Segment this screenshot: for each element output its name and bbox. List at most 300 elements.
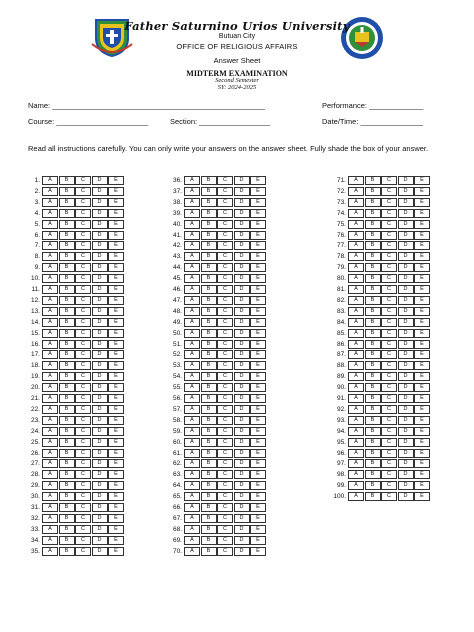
answer-box-b[interactable]: B bbox=[365, 285, 381, 294]
answer-box-e[interactable]: E bbox=[108, 241, 124, 250]
answer-box-b[interactable]: B bbox=[59, 198, 75, 207]
answer-box-b[interactable]: B bbox=[59, 416, 75, 425]
answer-box-a[interactable]: A bbox=[184, 503, 200, 512]
answer-box-d[interactable]: D bbox=[92, 209, 108, 218]
answer-box-d[interactable]: D bbox=[92, 340, 108, 349]
answer-box-b[interactable]: B bbox=[201, 405, 217, 414]
answer-box-b[interactable]: B bbox=[201, 340, 217, 349]
answer-box-b[interactable]: B bbox=[201, 263, 217, 272]
answer-box-c[interactable]: C bbox=[217, 525, 233, 534]
answer-box-d[interactable]: D bbox=[92, 187, 108, 196]
answer-box-b[interactable]: B bbox=[59, 176, 75, 185]
answer-box-a[interactable]: A bbox=[348, 416, 364, 425]
answer-box-a[interactable]: A bbox=[42, 252, 58, 261]
answer-box-c[interactable]: C bbox=[217, 263, 233, 272]
answer-box-d[interactable]: D bbox=[92, 176, 108, 185]
answer-box-d[interactable]: D bbox=[234, 405, 250, 414]
answer-box-d[interactable]: D bbox=[234, 220, 250, 229]
answer-box-d[interactable]: D bbox=[398, 340, 414, 349]
answer-box-e[interactable]: E bbox=[108, 220, 124, 229]
answer-box-e[interactable]: E bbox=[108, 176, 124, 185]
answer-box-e[interactable]: E bbox=[108, 340, 124, 349]
answer-box-b[interactable]: B bbox=[365, 187, 381, 196]
answer-box-b[interactable]: B bbox=[201, 525, 217, 534]
answer-box-c[interactable]: C bbox=[381, 438, 397, 447]
answer-box-e[interactable]: E bbox=[108, 438, 124, 447]
answer-box-e[interactable]: E bbox=[250, 470, 266, 479]
answer-box-d[interactable]: D bbox=[234, 372, 250, 381]
answer-box-d[interactable]: D bbox=[92, 350, 108, 359]
answer-box-e[interactable]: E bbox=[250, 492, 266, 501]
answer-box-c[interactable]: C bbox=[217, 285, 233, 294]
answer-box-e[interactable]: E bbox=[250, 340, 266, 349]
answer-box-d[interactable]: D bbox=[234, 547, 250, 556]
answer-box-b[interactable]: B bbox=[59, 449, 75, 458]
answer-box-e[interactable]: E bbox=[250, 274, 266, 283]
answer-box-b[interactable]: B bbox=[201, 514, 217, 523]
answer-box-b[interactable]: B bbox=[201, 372, 217, 381]
answer-box-b[interactable]: B bbox=[365, 405, 381, 414]
answer-box-d[interactable]: D bbox=[92, 274, 108, 283]
answer-box-e[interactable]: E bbox=[250, 296, 266, 305]
answer-box-b[interactable]: B bbox=[59, 209, 75, 218]
answer-box-a[interactable]: A bbox=[348, 361, 364, 370]
answer-box-a[interactable]: A bbox=[348, 405, 364, 414]
answer-box-d[interactable]: D bbox=[398, 318, 414, 327]
answer-box-d[interactable]: D bbox=[398, 470, 414, 479]
answer-box-d[interactable]: D bbox=[398, 372, 414, 381]
answer-box-b[interactable]: B bbox=[59, 394, 75, 403]
answer-box-c[interactable]: C bbox=[381, 252, 397, 261]
answer-box-d[interactable]: D bbox=[92, 481, 108, 490]
answer-box-b[interactable]: B bbox=[365, 372, 381, 381]
answer-box-c[interactable]: C bbox=[381, 372, 397, 381]
answer-box-d[interactable]: D bbox=[234, 340, 250, 349]
answer-box-b[interactable]: B bbox=[201, 252, 217, 261]
course-field[interactable]: Course: ______________________ bbox=[28, 117, 149, 126]
answer-box-c[interactable]: C bbox=[217, 547, 233, 556]
answer-box-b[interactable]: B bbox=[59, 220, 75, 229]
answer-box-a[interactable]: A bbox=[184, 274, 200, 283]
answer-box-a[interactable]: A bbox=[42, 209, 58, 218]
answer-box-b[interactable]: B bbox=[59, 285, 75, 294]
answer-box-c[interactable]: C bbox=[217, 416, 233, 425]
answer-box-b[interactable]: B bbox=[365, 438, 381, 447]
answer-box-a[interactable]: A bbox=[42, 438, 58, 447]
answer-box-e[interactable]: E bbox=[250, 481, 266, 490]
answer-box-e[interactable]: E bbox=[414, 372, 430, 381]
answer-box-e[interactable]: E bbox=[108, 198, 124, 207]
answer-box-b[interactable]: B bbox=[201, 220, 217, 229]
answer-box-a[interactable]: A bbox=[184, 241, 200, 250]
answer-box-b[interactable]: B bbox=[59, 361, 75, 370]
answer-box-a[interactable]: A bbox=[42, 350, 58, 359]
answer-box-d[interactable]: D bbox=[398, 220, 414, 229]
answer-box-c[interactable]: C bbox=[217, 470, 233, 479]
answer-box-a[interactable]: A bbox=[42, 241, 58, 250]
answer-box-a[interactable]: A bbox=[42, 220, 58, 229]
answer-box-d[interactable]: D bbox=[234, 481, 250, 490]
answer-box-a[interactable]: A bbox=[184, 329, 200, 338]
answer-box-e[interactable]: E bbox=[414, 176, 430, 185]
answer-box-d[interactable]: D bbox=[92, 231, 108, 240]
answer-box-b[interactable]: B bbox=[59, 503, 75, 512]
answer-box-c[interactable]: C bbox=[381, 492, 397, 501]
answer-box-e[interactable]: E bbox=[250, 394, 266, 403]
answer-box-c[interactable]: C bbox=[381, 459, 397, 468]
answer-box-c[interactable]: C bbox=[217, 536, 233, 545]
answer-box-b[interactable]: B bbox=[365, 318, 381, 327]
answer-box-d[interactable]: D bbox=[92, 525, 108, 534]
answer-box-c[interactable]: C bbox=[75, 438, 91, 447]
answer-box-e[interactable]: E bbox=[250, 285, 266, 294]
answer-box-c[interactable]: C bbox=[75, 481, 91, 490]
answer-box-a[interactable]: A bbox=[184, 361, 200, 370]
answer-box-c[interactable]: C bbox=[75, 340, 91, 349]
answer-box-d[interactable]: D bbox=[234, 492, 250, 501]
answer-box-d[interactable]: D bbox=[398, 241, 414, 250]
answer-box-a[interactable]: A bbox=[348, 176, 364, 185]
answer-box-a[interactable]: A bbox=[348, 372, 364, 381]
answer-box-a[interactable]: A bbox=[184, 209, 200, 218]
answer-box-a[interactable]: A bbox=[184, 350, 200, 359]
answer-box-a[interactable]: A bbox=[184, 263, 200, 272]
answer-box-a[interactable]: A bbox=[42, 198, 58, 207]
answer-box-b[interactable]: B bbox=[201, 187, 217, 196]
answer-box-b[interactable]: B bbox=[365, 241, 381, 250]
answer-box-a[interactable]: A bbox=[42, 383, 58, 392]
answer-box-e[interactable]: E bbox=[108, 209, 124, 218]
answer-box-b[interactable]: B bbox=[365, 383, 381, 392]
answer-box-a[interactable]: A bbox=[42, 514, 58, 523]
answer-box-e[interactable]: E bbox=[250, 241, 266, 250]
answer-box-c[interactable]: C bbox=[75, 209, 91, 218]
answer-box-c[interactable]: C bbox=[75, 241, 91, 250]
answer-box-d[interactable]: D bbox=[92, 492, 108, 501]
answer-box-d[interactable]: D bbox=[234, 416, 250, 425]
answer-box-d[interactable]: D bbox=[92, 383, 108, 392]
answer-box-a[interactable]: A bbox=[348, 285, 364, 294]
answer-box-d[interactable]: D bbox=[234, 285, 250, 294]
answer-box-c[interactable]: C bbox=[217, 372, 233, 381]
answer-box-a[interactable]: A bbox=[348, 394, 364, 403]
answer-box-e[interactable]: E bbox=[250, 536, 266, 545]
answer-box-c[interactable]: C bbox=[381, 361, 397, 370]
answer-box-d[interactable]: D bbox=[234, 350, 250, 359]
answer-box-d[interactable]: D bbox=[234, 503, 250, 512]
answer-box-b[interactable]: B bbox=[59, 481, 75, 490]
answer-box-c[interactable]: C bbox=[381, 231, 397, 240]
answer-box-e[interactable]: E bbox=[414, 416, 430, 425]
answer-box-d[interactable]: D bbox=[234, 296, 250, 305]
answer-box-e[interactable]: E bbox=[108, 427, 124, 436]
answer-box-e[interactable]: E bbox=[414, 438, 430, 447]
answer-box-b[interactable]: B bbox=[59, 536, 75, 545]
answer-box-c[interactable]: C bbox=[75, 470, 91, 479]
answer-box-b[interactable]: B bbox=[201, 459, 217, 468]
answer-box-a[interactable]: A bbox=[42, 536, 58, 545]
answer-box-d[interactable]: D bbox=[398, 459, 414, 468]
answer-box-a[interactable]: A bbox=[348, 209, 364, 218]
answer-box-d[interactable]: D bbox=[92, 361, 108, 370]
answer-box-b[interactable]: B bbox=[201, 361, 217, 370]
answer-box-b[interactable]: B bbox=[365, 459, 381, 468]
answer-box-e[interactable]: E bbox=[108, 296, 124, 305]
answer-box-d[interactable]: D bbox=[398, 361, 414, 370]
answer-box-a[interactable]: A bbox=[348, 252, 364, 261]
answer-box-e[interactable]: E bbox=[108, 252, 124, 261]
name-field[interactable]: Name: ___________________________________________________ bbox=[28, 101, 265, 110]
answer-box-b[interactable]: B bbox=[201, 285, 217, 294]
answer-box-a[interactable]: A bbox=[42, 427, 58, 436]
answer-box-b[interactable]: B bbox=[59, 263, 75, 272]
answer-box-e[interactable]: E bbox=[250, 449, 266, 458]
answer-box-c[interactable]: C bbox=[217, 241, 233, 250]
answer-box-d[interactable]: D bbox=[234, 176, 250, 185]
answer-box-d[interactable]: D bbox=[92, 449, 108, 458]
answer-box-c[interactable]: C bbox=[217, 361, 233, 370]
answer-box-b[interactable]: B bbox=[201, 449, 217, 458]
answer-box-c[interactable]: C bbox=[75, 176, 91, 185]
answer-box-c[interactable]: C bbox=[75, 503, 91, 512]
answer-box-c[interactable]: C bbox=[75, 329, 91, 338]
answer-box-c[interactable]: C bbox=[217, 274, 233, 283]
answer-box-a[interactable]: A bbox=[184, 438, 200, 447]
answer-box-b[interactable]: B bbox=[201, 481, 217, 490]
answer-box-b[interactable]: B bbox=[59, 525, 75, 534]
answer-box-a[interactable]: A bbox=[184, 449, 200, 458]
answer-box-b[interactable]: B bbox=[59, 296, 75, 305]
answer-box-a[interactable]: A bbox=[42, 361, 58, 370]
answer-box-d[interactable]: D bbox=[398, 427, 414, 436]
answer-box-a[interactable]: A bbox=[348, 231, 364, 240]
answer-box-a[interactable]: A bbox=[348, 274, 364, 283]
answer-box-a[interactable]: A bbox=[42, 307, 58, 316]
answer-box-e[interactable]: E bbox=[414, 383, 430, 392]
answer-box-b[interactable]: B bbox=[365, 427, 381, 436]
answer-box-e[interactable]: E bbox=[250, 438, 266, 447]
answer-box-a[interactable]: A bbox=[184, 340, 200, 349]
answer-box-b[interactable]: B bbox=[365, 394, 381, 403]
answer-box-c[interactable]: C bbox=[381, 383, 397, 392]
answer-box-a[interactable]: A bbox=[42, 340, 58, 349]
answer-box-a[interactable]: A bbox=[184, 296, 200, 305]
answer-box-d[interactable]: D bbox=[398, 307, 414, 316]
answer-box-e[interactable]: E bbox=[108, 514, 124, 523]
answer-box-b[interactable]: B bbox=[365, 274, 381, 283]
answer-box-b[interactable]: B bbox=[201, 318, 217, 327]
answer-box-e[interactable]: E bbox=[414, 187, 430, 196]
answer-box-d[interactable]: D bbox=[92, 220, 108, 229]
answer-box-a[interactable]: A bbox=[42, 285, 58, 294]
answer-box-e[interactable]: E bbox=[108, 231, 124, 240]
answer-box-a[interactable]: A bbox=[348, 329, 364, 338]
answer-box-a[interactable]: A bbox=[184, 492, 200, 501]
answer-box-c[interactable]: C bbox=[75, 318, 91, 327]
answer-box-e[interactable]: E bbox=[250, 361, 266, 370]
answer-box-a[interactable]: A bbox=[184, 427, 200, 436]
answer-box-d[interactable]: D bbox=[234, 470, 250, 479]
answer-box-a[interactable]: A bbox=[42, 459, 58, 468]
answer-box-e[interactable]: E bbox=[414, 263, 430, 272]
answer-box-b[interactable]: B bbox=[365, 481, 381, 490]
answer-box-d[interactable]: D bbox=[398, 350, 414, 359]
answer-box-d[interactable]: D bbox=[92, 547, 108, 556]
answer-box-e[interactable]: E bbox=[250, 220, 266, 229]
answer-box-d[interactable]: D bbox=[234, 514, 250, 523]
answer-box-b[interactable]: B bbox=[59, 383, 75, 392]
answer-box-c[interactable]: C bbox=[381, 263, 397, 272]
answer-box-d[interactable]: D bbox=[92, 372, 108, 381]
answer-box-e[interactable]: E bbox=[108, 525, 124, 534]
answer-box-c[interactable]: C bbox=[75, 427, 91, 436]
answer-box-a[interactable]: A bbox=[348, 241, 364, 250]
answer-box-e[interactable]: E bbox=[108, 372, 124, 381]
answer-box-c[interactable]: C bbox=[381, 405, 397, 414]
answer-box-c[interactable]: C bbox=[75, 274, 91, 283]
answer-box-d[interactable]: D bbox=[92, 394, 108, 403]
answer-box-c[interactable]: C bbox=[75, 459, 91, 468]
answer-box-c[interactable]: C bbox=[381, 427, 397, 436]
answer-box-d[interactable]: D bbox=[92, 241, 108, 250]
answer-box-c[interactable]: C bbox=[381, 241, 397, 250]
answer-box-a[interactable]: A bbox=[184, 459, 200, 468]
answer-box-c[interactable]: C bbox=[217, 350, 233, 359]
answer-box-b[interactable]: B bbox=[365, 492, 381, 501]
answer-box-d[interactable]: D bbox=[92, 329, 108, 338]
answer-box-e[interactable]: E bbox=[414, 285, 430, 294]
answer-box-b[interactable]: B bbox=[59, 187, 75, 196]
answer-box-d[interactable]: D bbox=[234, 198, 250, 207]
answer-box-d[interactable]: D bbox=[398, 296, 414, 305]
answer-box-e[interactable]: E bbox=[250, 372, 266, 381]
answer-box-c[interactable]: C bbox=[381, 394, 397, 403]
answer-box-c[interactable]: C bbox=[381, 296, 397, 305]
answer-box-b[interactable]: B bbox=[365, 350, 381, 359]
answer-box-a[interactable]: A bbox=[184, 176, 200, 185]
answer-box-a[interactable]: A bbox=[42, 525, 58, 534]
answer-box-d[interactable]: D bbox=[92, 263, 108, 272]
answer-box-a[interactable]: A bbox=[184, 318, 200, 327]
answer-box-b[interactable]: B bbox=[201, 307, 217, 316]
answer-box-d[interactable]: D bbox=[234, 525, 250, 534]
answer-box-d[interactable]: D bbox=[92, 252, 108, 261]
answer-box-d[interactable]: D bbox=[398, 492, 414, 501]
answer-box-a[interactable]: A bbox=[184, 231, 200, 240]
answer-box-e[interactable]: E bbox=[414, 470, 430, 479]
answer-box-d[interactable]: D bbox=[398, 405, 414, 414]
answer-box-a[interactable]: A bbox=[184, 536, 200, 545]
answer-box-a[interactable]: A bbox=[42, 503, 58, 512]
answer-box-a[interactable]: A bbox=[348, 296, 364, 305]
answer-box-c[interactable]: C bbox=[75, 285, 91, 294]
answer-box-b[interactable]: B bbox=[365, 449, 381, 458]
answer-box-d[interactable]: D bbox=[234, 231, 250, 240]
answer-box-e[interactable]: E bbox=[250, 329, 266, 338]
answer-box-c[interactable]: C bbox=[217, 394, 233, 403]
answer-box-e[interactable]: E bbox=[414, 405, 430, 414]
answer-box-b[interactable]: B bbox=[201, 536, 217, 545]
answer-box-c[interactable]: C bbox=[381, 274, 397, 283]
answer-box-e[interactable]: E bbox=[108, 350, 124, 359]
answer-box-a[interactable]: A bbox=[42, 318, 58, 327]
answer-box-b[interactable]: B bbox=[201, 198, 217, 207]
answer-box-a[interactable]: A bbox=[348, 459, 364, 468]
answer-box-e[interactable]: E bbox=[250, 405, 266, 414]
answer-box-a[interactable]: A bbox=[42, 405, 58, 414]
answer-box-b[interactable]: B bbox=[59, 274, 75, 283]
answer-box-e[interactable]: E bbox=[108, 274, 124, 283]
answer-box-e[interactable]: E bbox=[108, 536, 124, 545]
answer-box-d[interactable]: D bbox=[234, 438, 250, 447]
answer-box-c[interactable]: C bbox=[217, 220, 233, 229]
answer-box-e[interactable]: E bbox=[414, 198, 430, 207]
answer-box-c[interactable]: C bbox=[381, 340, 397, 349]
answer-box-b[interactable]: B bbox=[365, 296, 381, 305]
answer-box-a[interactable]: A bbox=[348, 470, 364, 479]
answer-box-d[interactable]: D bbox=[234, 394, 250, 403]
datetime-field[interactable]: Date/Time: _______________ bbox=[322, 117, 424, 126]
answer-box-e[interactable]: E bbox=[250, 427, 266, 436]
answer-box-d[interactable]: D bbox=[92, 514, 108, 523]
answer-box-b[interactable]: B bbox=[365, 209, 381, 218]
answer-box-a[interactable]: A bbox=[184, 252, 200, 261]
answer-box-d[interactable]: D bbox=[398, 416, 414, 425]
answer-box-c[interactable]: C bbox=[75, 187, 91, 196]
answer-box-c[interactable]: C bbox=[75, 231, 91, 240]
answer-box-a[interactable]: A bbox=[348, 427, 364, 436]
answer-box-e[interactable]: E bbox=[250, 252, 266, 261]
answer-box-a[interactable]: A bbox=[184, 514, 200, 523]
answer-box-e[interactable]: E bbox=[108, 187, 124, 196]
answer-box-c[interactable]: C bbox=[217, 449, 233, 458]
answer-box-d[interactable]: D bbox=[234, 263, 250, 272]
answer-box-e[interactable]: E bbox=[108, 394, 124, 403]
answer-box-e[interactable]: E bbox=[414, 241, 430, 250]
answer-box-a[interactable]: A bbox=[42, 372, 58, 381]
answer-box-a[interactable]: A bbox=[348, 350, 364, 359]
answer-box-a[interactable]: A bbox=[42, 263, 58, 272]
answer-box-c[interactable]: C bbox=[381, 209, 397, 218]
answer-box-e[interactable]: E bbox=[108, 307, 124, 316]
answer-box-d[interactable]: D bbox=[92, 427, 108, 436]
answer-box-a[interactable]: A bbox=[184, 383, 200, 392]
answer-box-c[interactable]: C bbox=[75, 405, 91, 414]
answer-box-b[interactable]: B bbox=[365, 340, 381, 349]
answer-box-a[interactable]: A bbox=[184, 481, 200, 490]
answer-box-c[interactable]: C bbox=[381, 449, 397, 458]
answer-box-a[interactable]: A bbox=[348, 198, 364, 207]
answer-box-d[interactable]: D bbox=[398, 263, 414, 272]
answer-box-c[interactable]: C bbox=[217, 296, 233, 305]
answer-box-c[interactable]: C bbox=[75, 394, 91, 403]
answer-box-e[interactable]: E bbox=[414, 231, 430, 240]
answer-box-c[interactable]: C bbox=[381, 198, 397, 207]
answer-box-d[interactable]: D bbox=[398, 481, 414, 490]
answer-box-b[interactable]: B bbox=[365, 220, 381, 229]
answer-box-c[interactable]: C bbox=[75, 525, 91, 534]
answer-box-b[interactable]: B bbox=[365, 263, 381, 272]
answer-box-a[interactable]: A bbox=[348, 220, 364, 229]
answer-box-d[interactable]: D bbox=[398, 449, 414, 458]
answer-box-b[interactable]: B bbox=[201, 383, 217, 392]
answer-box-c[interactable]: C bbox=[217, 187, 233, 196]
answer-box-e[interactable]: E bbox=[414, 296, 430, 305]
answer-box-c[interactable]: C bbox=[75, 449, 91, 458]
answer-box-b[interactable]: B bbox=[59, 547, 75, 556]
answer-box-e[interactable]: E bbox=[414, 481, 430, 490]
answer-box-c[interactable]: C bbox=[217, 198, 233, 207]
